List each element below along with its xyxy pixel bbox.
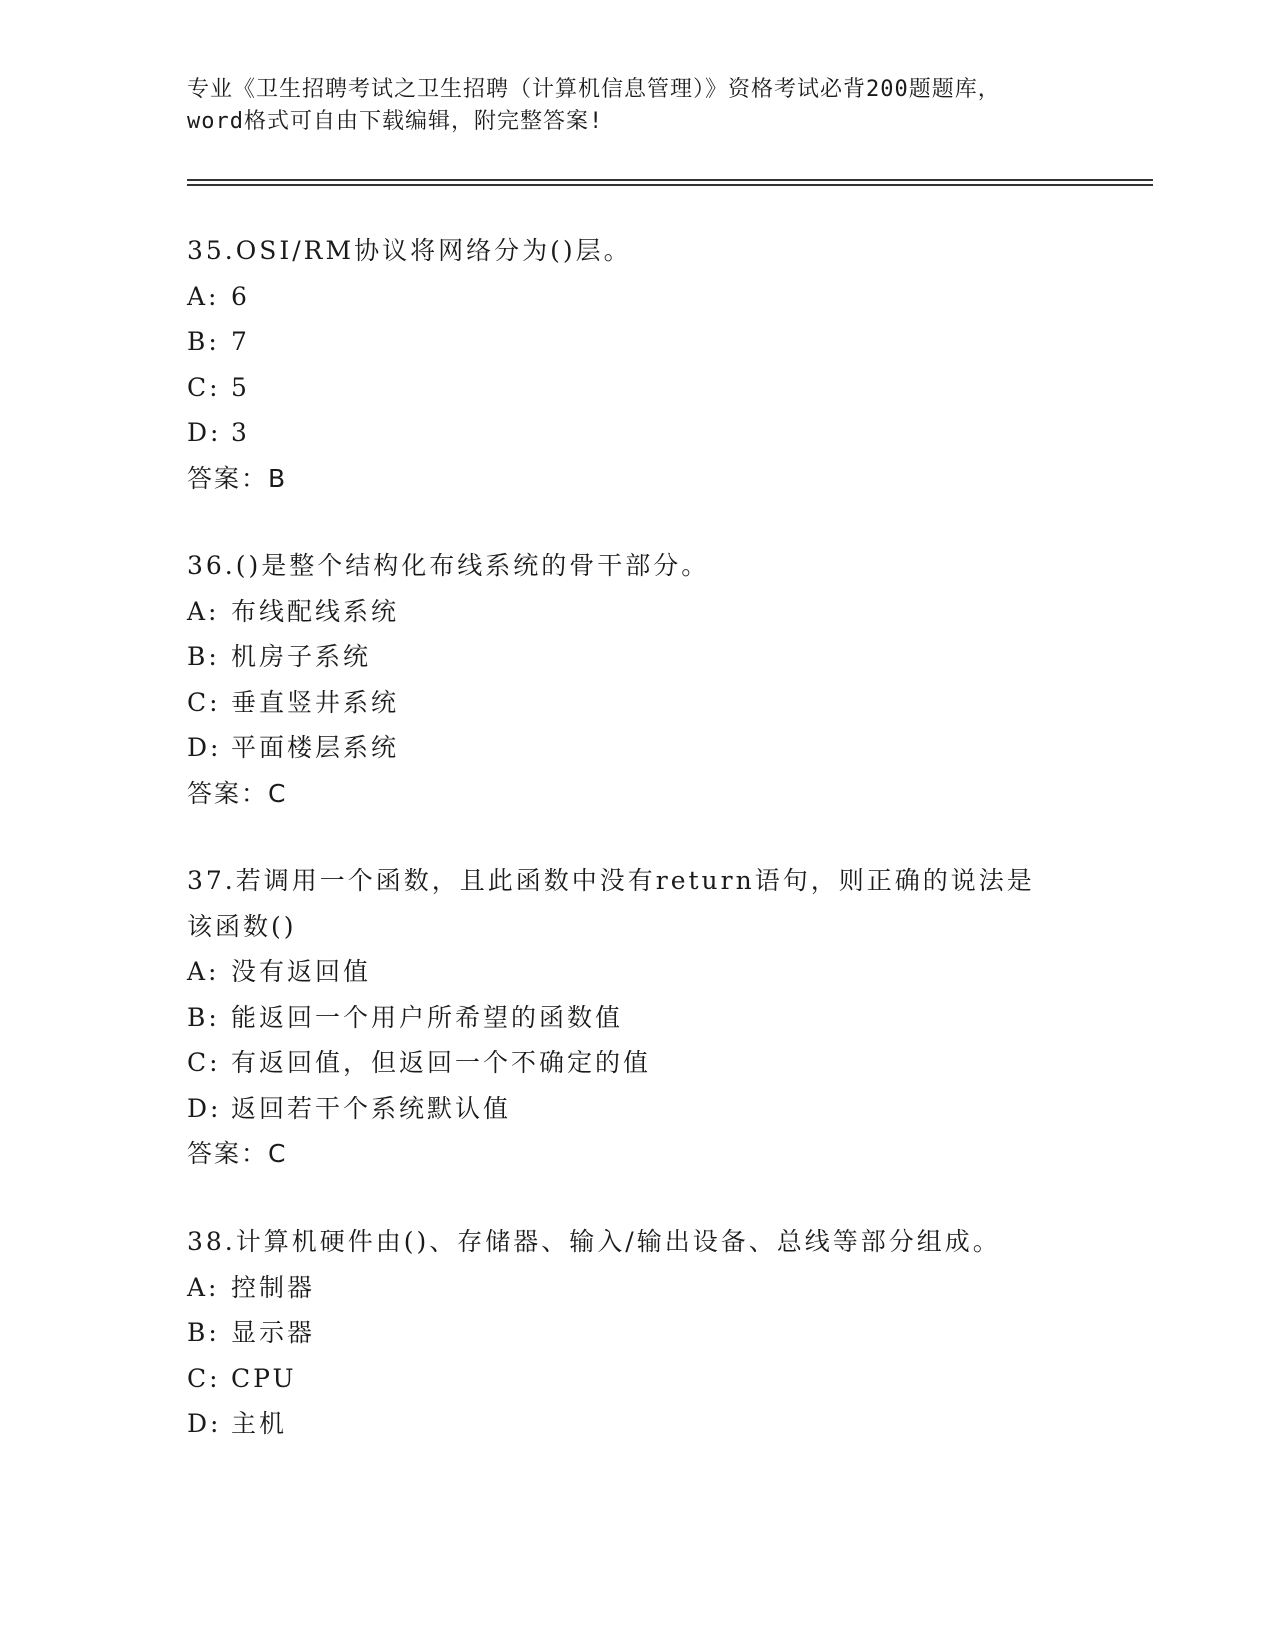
- question-stem: 35.OSI/RM协议将网络分为()层。: [187, 236, 632, 265]
- option-text: 返回若干个系统默认值: [231, 1093, 512, 1123]
- option-letter: B:: [187, 327, 220, 356]
- option-letter: D:: [187, 1093, 222, 1123]
- option-text: 平面楼层系统: [231, 733, 400, 762]
- header-divider-bottom: [187, 184, 1153, 186]
- option-text: 主机: [231, 1409, 288, 1438]
- option-text: 垂直竖井系统: [231, 687, 400, 717]
- question-stem-continued: 该函数(): [187, 911, 297, 941]
- option-letter: D:: [187, 1409, 222, 1438]
- option-b: [187, 995, 1087, 1041]
- option-letter: C:: [187, 1363, 221, 1393]
- question-stem: 38.计算机硬件由()、存储器、输入/输出设备、总线等部分组成。: [187, 1227, 1001, 1256]
- option-letter: B:: [187, 642, 220, 671]
- option-c: [187, 680, 1087, 726]
- option-text: 有返回值，但返回一个不确定的值: [231, 1048, 652, 1077]
- header-divider-top: [187, 179, 1153, 181]
- option-a: [187, 274, 1087, 320]
- question-37: [187, 858, 1087, 1177]
- option-letter: D:: [187, 733, 222, 762]
- option-a: [187, 589, 1087, 635]
- option-text: 3: [231, 418, 250, 447]
- option-letter: B:: [187, 1002, 220, 1032]
- question-35: [187, 228, 1087, 501]
- option-c: [187, 365, 1087, 411]
- option-text: 7: [231, 327, 250, 356]
- option-text: 显示器: [231, 1318, 316, 1347]
- option-letter: A:: [187, 596, 220, 626]
- option-text: 机房子系统: [231, 642, 372, 671]
- option-letter: B:: [187, 1318, 220, 1347]
- option-d: [187, 725, 1087, 771]
- answer-line: 答案：C: [187, 778, 288, 808]
- option-text: 5: [231, 372, 250, 402]
- option-text: 能返回一个用户所希望的函数值: [231, 1002, 624, 1032]
- question-stem: 36.()是整个结构化布线系统的骨干部分。: [187, 551, 710, 580]
- question-38: [187, 1219, 1087, 1447]
- header-line-1: 专业《卫生招聘考试之卫生招聘（计算机信息管理）》资格考试必背200题题库，: [187, 77, 1001, 102]
- option-a: [187, 1265, 1087, 1311]
- header-line-2: word格式可自由下载编辑，附完整答案!: [187, 109, 604, 134]
- option-a: [187, 949, 1087, 995]
- option-c: [187, 1356, 1087, 1402]
- answer-line: 答案：B: [187, 463, 288, 493]
- option-d: [187, 410, 1087, 456]
- option-d: [187, 1401, 1087, 1447]
- option-b: [187, 1310, 1087, 1356]
- option-text: 没有返回值: [231, 957, 372, 986]
- document-header: [187, 74, 1087, 138]
- option-letter: D:: [187, 418, 222, 447]
- option-c: [187, 1040, 1087, 1086]
- question-stem: 37.若调用一个函数，且此函数中没有return语句，则正确的说法是: [187, 866, 1035, 895]
- option-text: 布线配线系统: [231, 596, 400, 626]
- option-letter: C:: [187, 687, 221, 717]
- option-text: CPU: [231, 1363, 297, 1393]
- option-letter: C:: [187, 1048, 221, 1077]
- question-36: [187, 543, 1087, 816]
- option-text: 6: [231, 281, 250, 311]
- option-letter: C:: [187, 372, 221, 402]
- option-b: [187, 319, 1087, 365]
- answer-line: 答案：C: [187, 1139, 288, 1168]
- option-text: 控制器: [231, 1272, 316, 1302]
- option-letter: A:: [187, 957, 220, 986]
- option-d: [187, 1086, 1087, 1132]
- option-letter: A:: [187, 281, 220, 311]
- option-b: [187, 634, 1087, 680]
- option-letter: A:: [187, 1272, 220, 1302]
